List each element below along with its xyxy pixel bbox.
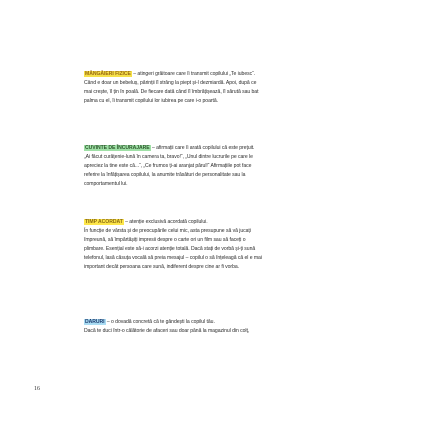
section-first-line xyxy=(84,218,379,227)
section-first-line xyxy=(84,144,379,153)
section-heading-quality-time: TIMP ACORDAT xyxy=(85,219,123,225)
paragraph-line: Când e doar un bebeluș, părinții îl strâng la piept și-l dezmiardă. Apoi, după ce xyxy=(84,80,257,86)
section-first-line xyxy=(84,70,379,79)
section-first-line xyxy=(84,318,379,327)
paragraph-line: important decât persoana care sună, indiferent despre cine ar fi vorba. xyxy=(84,264,240,270)
section-definition: – o dovadă concretă că te gândești la copilul tău. xyxy=(105,319,215,325)
section-words-of-affirmation xyxy=(84,144,379,189)
section-heading-words-of-affirmation: CUVINTE DE ÎNCURAJARE xyxy=(85,145,150,151)
page-number: 16 xyxy=(34,386,40,392)
paragraph-line: palma cu el, îi transmit copilului lor iubirea pe care i-o poartă. xyxy=(84,98,219,104)
section-definition: – atenție exclusivă acordată copilului. xyxy=(123,219,208,225)
section-definition: – afirmații care îi arată copilului că este prețuit. xyxy=(150,145,255,151)
section-definition: – atingeri grăitoare care îi transmit copilului „Te iubesc“. xyxy=(131,71,256,77)
paragraph-line: În funcție de vârsta și de preocupările celui mic, asta presupune să vă jucați xyxy=(84,228,251,234)
section-gifts xyxy=(84,318,379,336)
paragraph-line: telefonul, lasă căsuța vocală să preia mesajul – copilul o să înțeleagă că el e mai xyxy=(84,255,262,261)
paragraph-line: Dacă te duci într-o călătorie de afaceri sau doar până la magazinul din colț, xyxy=(84,328,250,334)
paragraph-line: împreună, să împărtășiți impresii despre o carte ori un film sau să faceți o xyxy=(84,237,246,243)
section-heading-gifts: DARURI xyxy=(85,319,105,325)
section-quality-time xyxy=(84,218,379,272)
paragraph-line: mai crește, îl țin în poală. De fiecare dată când îl îmbrățișează, îl sărută sau bat xyxy=(84,89,259,95)
section-heading-physical-touch: MÂNGÂIERI FIZICE xyxy=(85,71,131,77)
paragraph-line: „Ai făcut curățenie-lună în camera ta, bravo!“, „Unul dintre lucrurile pe care le xyxy=(84,154,253,160)
paragraph-line: plimbare. Esențial este să-i acorzi atenție totală. Dacă stați de vorbă și-ți sună xyxy=(84,246,256,252)
paragraph-line: comportamentul lui. xyxy=(84,181,128,187)
paragraph-line: apreciez la tine este că...“, „Ce frumos ți-ai aranjat părul!“ Afirmațiile pot face xyxy=(84,163,252,169)
paragraph-line: referire la înfățișarea copilului, la anumite trăsături de personalitate sau la xyxy=(84,172,246,178)
section-physical-touch xyxy=(84,70,379,106)
